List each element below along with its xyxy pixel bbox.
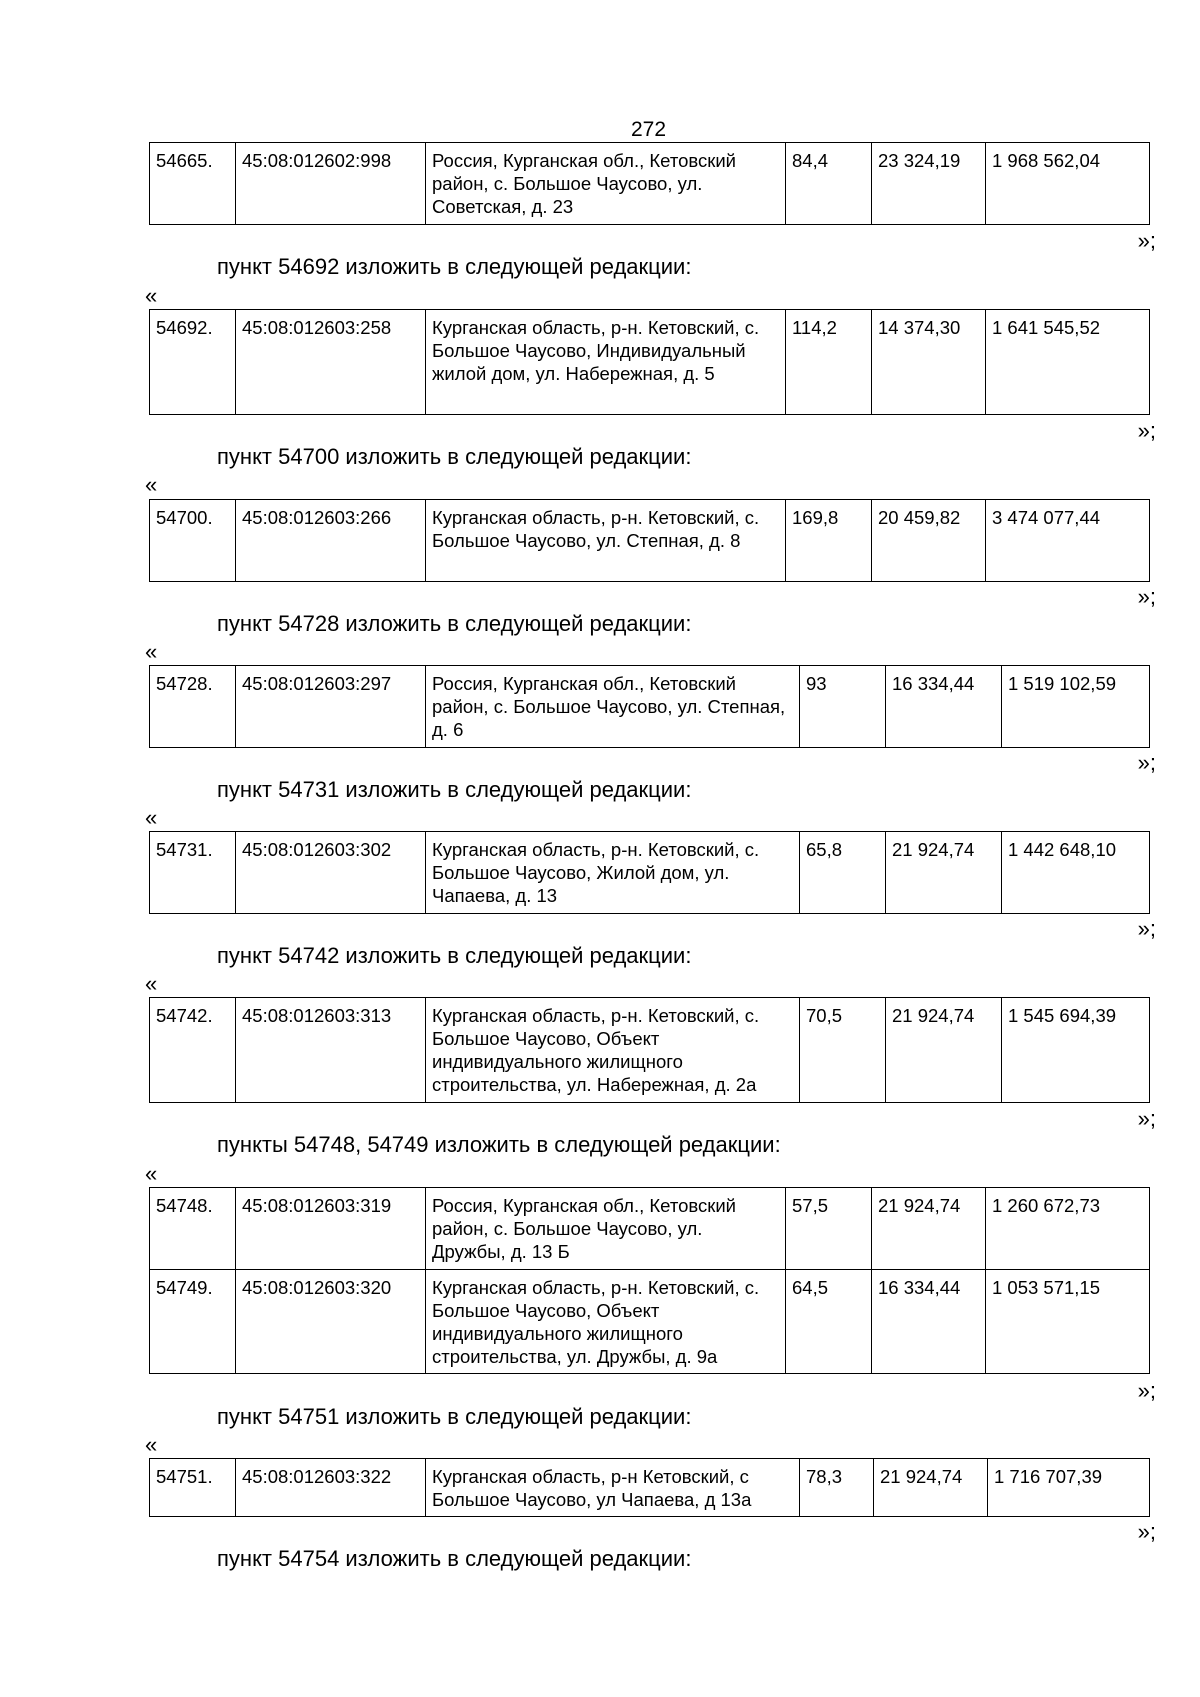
cell-cadastral: 45:08:012603:313 [236, 998, 426, 1103]
cell-area: 70,5 [800, 998, 886, 1103]
cell-cadastral: 45:08:012603:297 [236, 666, 426, 748]
cell-cadastral: 45:08:012603:258 [236, 310, 426, 415]
close-quote: »; [1137, 1378, 1156, 1403]
close-quote: »; [1137, 1106, 1156, 1131]
amendment-heading: пункт 54700 изложить в следующей редакции: [217, 444, 692, 469]
cell-address: Россия, Курганская обл., Кетовский район, с. Большое Чаусово, ул. Советская, д. 23 [426, 143, 786, 225]
cell-area: 93 [800, 666, 886, 748]
cell-cadastral: 45:08:012603:322 [236, 1459, 426, 1517]
amendment-heading: пункт 54692 изложить в следующей редакции: [217, 254, 692, 279]
cell-no: 54751. [150, 1459, 236, 1517]
open-quote: « [145, 283, 158, 308]
cell-area: 57,5 [786, 1188, 872, 1270]
cell-value: 1 260 672,73 [986, 1188, 1150, 1270]
table-54692 [149, 309, 1150, 415]
cell-no: 54700. [150, 500, 236, 582]
cell-price: 14 374,30 [872, 310, 986, 415]
cell-value: 1 442 648,10 [1002, 832, 1150, 914]
cell-price: 21 924,74 [886, 832, 1002, 914]
cell-address: Курганская область, р-н. Кетовский, с. Большое Чаусово, Объект индивидуального жилищного строительства, ул. Набережная, д. 2а [426, 998, 800, 1103]
cell-cadastral: 45:08:012603:302 [236, 832, 426, 914]
open-quote: « [145, 472, 158, 497]
cell-cadastral: 45:08:012603:266 [236, 500, 426, 582]
cell-no: 54692. [150, 310, 236, 415]
open-quote: « [145, 639, 158, 664]
cell-no: 54748. [150, 1188, 236, 1270]
open-quote: « [145, 971, 158, 996]
cell-area: 169,8 [786, 500, 872, 582]
amendment-heading: пункт 54742 изложить в следующей редакции: [217, 943, 692, 968]
cell-value: 1 519 102,59 [1002, 666, 1150, 748]
cell-cadastral: 45:08:012602:998 [236, 143, 426, 225]
table-54700 [149, 499, 1150, 582]
open-quote: « [145, 1161, 158, 1186]
amendment-heading: пункт 54731 изложить в следующей редакции: [217, 777, 692, 802]
cell-address: Курганская область, р-н Кетовский, с Большое Чаусово, ул Чапаева, д 13а [426, 1459, 800, 1517]
cell-price: 20 459,82 [872, 500, 986, 582]
cell-price: 21 924,74 [886, 998, 1002, 1103]
table-row [150, 500, 1150, 582]
table-54728 [149, 665, 1150, 748]
cell-no: 54749. [150, 1270, 236, 1374]
open-quote: « [145, 805, 158, 830]
close-quote: »; [1137, 916, 1156, 941]
cell-area: 78,3 [800, 1459, 874, 1517]
table-54742 [149, 997, 1150, 1103]
cell-value: 1 716 707,39 [988, 1459, 1150, 1517]
amendment-heading: пункт 54728 изложить в следующей редакции: [217, 611, 692, 636]
close-quote: »; [1137, 1519, 1156, 1544]
table-row [150, 1459, 1150, 1517]
table-54731 [149, 831, 1150, 914]
cell-value: 1 545 694,39 [1002, 998, 1150, 1103]
cell-area: 64,5 [786, 1270, 872, 1374]
cell-address: Россия, Курганская обл., Кетовский район, с. Большое Чаусово, ул. Степная, д. 6 [426, 666, 800, 748]
cell-cadastral: 45:08:012603:320 [236, 1270, 426, 1374]
close-quote: »; [1137, 584, 1156, 609]
cell-value: 1 053 571,15 [986, 1270, 1150, 1374]
amendment-heading: пункт 54751 изложить в следующей редакции: [217, 1404, 692, 1429]
page-number: 272 [630, 118, 667, 141]
cell-price: 16 334,44 [872, 1270, 986, 1374]
cell-value: 3 474 077,44 [986, 500, 1150, 582]
table-row [150, 143, 1150, 225]
table-row [150, 832, 1150, 914]
cell-address: Россия, Курганская обл., Кетовский район, с. Большое Чаусово, ул. Дружбы, д. 13 Б [426, 1188, 786, 1270]
close-quote: »; [1137, 418, 1156, 443]
cell-value: 1 641 545,52 [986, 310, 1150, 415]
amendment-heading: пункты 54748, 54749 изложить в следующей редакции: [217, 1132, 781, 1157]
cell-address: Курганская область, р-н. Кетовский, с. Большое Чаусово, Индивидуальный жилой дом, ул. Набережная, д. 5 [426, 310, 786, 415]
cell-no: 54665. [150, 143, 236, 225]
open-quote: « [145, 1432, 158, 1457]
table-row [150, 666, 1150, 748]
cell-area: 84,4 [786, 143, 872, 225]
cell-value: 1 968 562,04 [986, 143, 1150, 225]
cell-address: Курганская область, р-н. Кетовский, с. Большое Чаусово, Объект индивидуального жилищного строительства, ул. Дружбы, д. 9а [426, 1270, 786, 1374]
table-54751 [149, 1458, 1150, 1517]
table-54748-54749 [149, 1187, 1150, 1374]
cell-price: 21 924,74 [872, 1188, 986, 1270]
cell-no: 54728. [150, 666, 236, 748]
cell-price: 23 324,19 [872, 143, 986, 225]
table-row [150, 1188, 1150, 1270]
table-row [150, 310, 1150, 415]
cell-cadastral: 45:08:012603:319 [236, 1188, 426, 1270]
cell-price: 16 334,44 [886, 666, 1002, 748]
amendment-heading: пункт 54754 изложить в следующей редакции: [217, 1546, 692, 1571]
cell-address: Курганская область, р-н. Кетовский, с. Большое Чаусово, ул. Степная, д. 8 [426, 500, 786, 582]
table-row [150, 1270, 1150, 1374]
cell-address: Курганская область, р-н. Кетовский, с. Большое Чаусово, Жилой дом, ул. Чапаева, д. 13 [426, 832, 800, 914]
cell-price: 21 924,74 [874, 1459, 988, 1517]
table-row [150, 998, 1150, 1103]
close-quote: »; [1137, 228, 1156, 253]
cell-area: 65,8 [800, 832, 886, 914]
cell-no: 54742. [150, 998, 236, 1103]
close-quote: »; [1137, 750, 1156, 775]
cell-no: 54731. [150, 832, 236, 914]
cell-area: 114,2 [786, 310, 872, 415]
table-54665 [149, 142, 1150, 225]
